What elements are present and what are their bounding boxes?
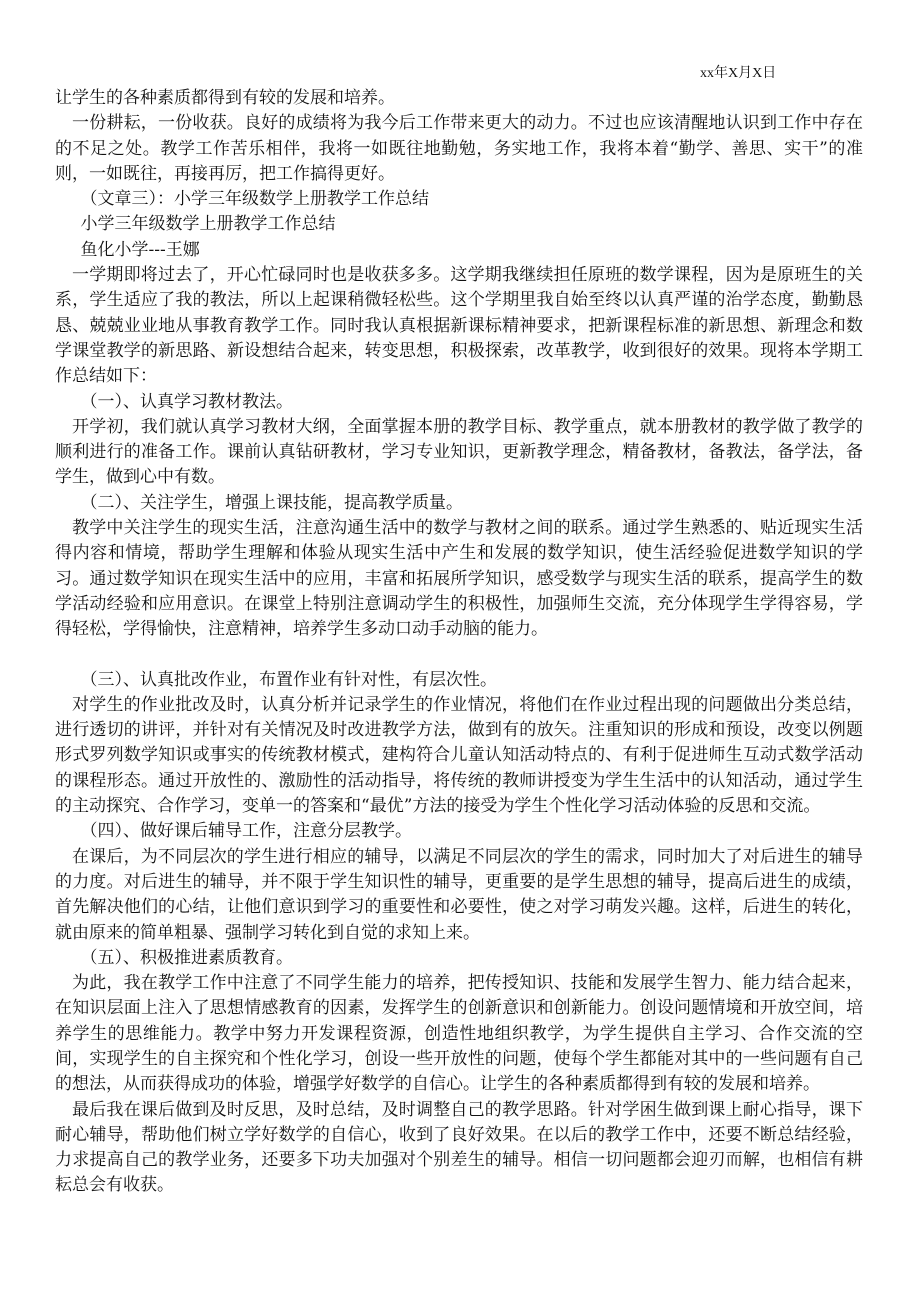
header-date: xx年X月X日: [700, 66, 777, 81]
blank-line: [55, 643, 863, 668]
paragraph: 开学初，我们就认真学习教材大纲，全面掌握本册的教学目标、教学重点，就本册教材的教学做了教学的顺利进行的准备工作。课前认真钻研教材，学习专业知识，更新教学理念，精备教材，备教法，备学法，备学生，做到心中有数。: [55, 416, 863, 488]
paragraph: 一学期即将过去了，开心忙碌同时也是收获多多。这学期我继续担任原班的数学课程，因为是原班生的关系，学生适应了我的教法，所以上起课稍微轻松些。这个学期里我自始至终以认真严谨的治学态度，勤勤恳恳、兢兢业业地从事教育教学工作。同时我认真根据新课标精神要求，把新课程标准的新思想、新理念和数学课堂教学的新思路、新设想结合起来，转变思想，积极探索，改革教学，收到很好的效果。现将本学期工作总结如下：: [55, 265, 863, 387]
document-body: [55, 86, 863, 1199]
paragraph: 让学生的各种素质都得到有较的发展和培养。: [55, 88, 395, 108]
paragraph: 一份耕耘，一份收获。良好的成绩将为我今后工作带来更大的动力。不过也应该清醒地认识到工作中存在的不足之处。教学工作苦乐相伴，我将一如既往地勤勉，务实地工作，我将本着“勤学、善思、实干”的准则，一如既往，再接再厉，把工作搞得更好。: [55, 113, 863, 184]
paragraph: 最后我在课后做到及时反思，及时总结，及时调整自己的教学思路。针对学困生做到课上耐心指导，课下耐心辅导，帮助他们树立学好数学的自信心，收到了良好效果。在以后的教学工作中，还要不断总结经验，力求提高自己的教学业务，还要多下功夫加强对个别差生的辅导。相信一切问题都会迎刃而解，也相信有耕耘总会有收获。: [55, 1099, 863, 1196]
paragraph: 教学中关注学生的现实生活，注意沟通生活中的数学与教材之间的联系。通过学生熟悉的、贴近现实生活得内容和情境，帮助学生理解和体验从现实生活中产生和发展的数学知识，使生活经验促进数学知识的学习。通过数学知识在现实生活中的应用，丰富和拓展所学知识，感受数学与现实生活的联系，提高学生的数学活动经验和应用意识。在课堂上特别注意调动学生的积极性，加强师生交流，充分体现学生学得容易，学得轻松，学得愉快，注意精神，培养学生多动口动手动脑的能力。: [55, 518, 863, 640]
article-title: 小学三年级数学上册教学工作总结: [80, 214, 336, 235]
section-heading: （二）、关注学生，增强上课技能，提高教学质量。: [80, 492, 463, 513]
section-heading: （五）、积极推进素质教育。: [80, 947, 293, 968]
paragraph: 在课后，为不同层次的学生进行相应的辅导，以满足不同层次的学生的需求，同时加大了对后进生的辅导的力度。对后进生的辅导，并不限于学生知识性的辅导，更重要的是学生思想的辅导，提高后进生的成绩，首先解决他们的心结，让他们意识到学习的重要性和必要性，使之对学习萌发兴趣。这样，后进生的转化，就由原来的简单粗暴、强制学习转化到自觉的求知上来。: [55, 846, 863, 943]
section-heading: （三）、认真批改作业，布置作业有针对性，有层次性。: [80, 669, 497, 690]
paragraph: 对学生的作业批改及时，认真分析并记录学生的作业情况，将他们在作业过程出现的问题做出分类总结，进行透切的讲评，并针对有关情况及时改进教学方法，做到有的放矢。注重知识的形成和预设，改变以例题形式罗列数学知识或事实的传统教材模式，建构符合儿童认知活动特点的、有利于促进师生互动式数学活动的课程形态。通过开放性的、激励性的活动指导，将传统的教师讲授变为学生生活中的认知活动，通过学生的主动探究、合作学习，变单一的答案和“最优”方法的接受为学生个性化学习活动体验的反思和交流。: [55, 694, 863, 817]
article-label: （文章三）：小学三年级数学上册教学工作总结: [80, 189, 429, 210]
section-heading: （一）、认真学习教材教法。: [80, 391, 293, 412]
article-author: 鱼化小学---王娜: [80, 239, 200, 260]
section-heading: （四）、做好课后辅导工作，注意分层教学。: [80, 821, 412, 842]
paragraph: 为此，我在教学工作中注意了不同学生能力的培养，把传授知识、技能和发展学生智力、能力结合起来，在知识层面上注入了思想情感教育的因素，发挥学生的创新意识和创新能力。创设问题情境和开放空间，培养学生的思维能力。教学中努力开发课程资源，创造性地组织教学，为学生提供自主学习、合作交流的空间，实现学生的自主探究和个性化学习，创设一些开放性的问题，使每个学生都能对其中的一些问题有自己的想法，从而获得成功的体验，增强学好数学的自信心。让学生的各种素质都得到有较的发展和培养。: [55, 973, 863, 1095]
